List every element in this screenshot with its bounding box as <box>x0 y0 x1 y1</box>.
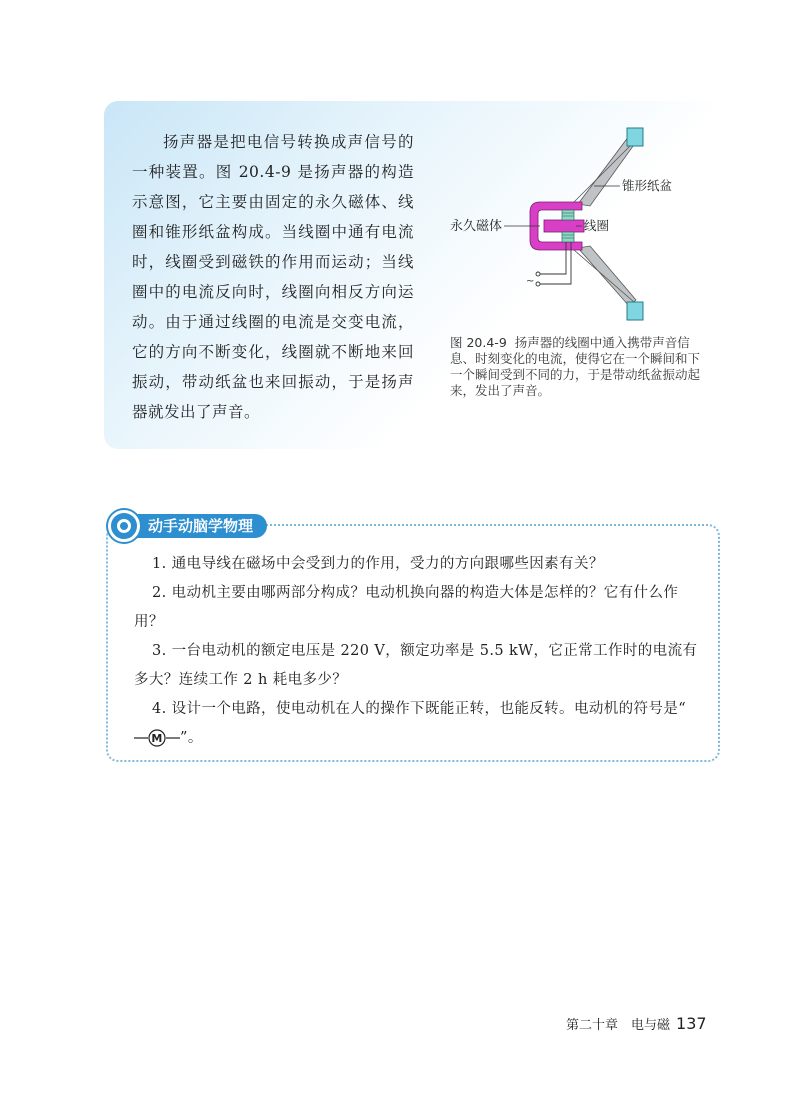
cone-edge-bottom <box>627 302 643 320</box>
label-magnet: 永久磁体 <box>450 219 503 234</box>
page-footer <box>566 1014 707 1033</box>
page-number: 137 <box>676 1014 707 1033</box>
question-2: 2. 电动机主要由哪两部分构成？电动机换向器的构造大体是怎样的？它有什么作用？ <box>134 585 679 630</box>
question-3: 3. 一台电动机的额定电压是 220 V，额定功率是 5.5 kW，它正常工作时的电流有多大？连续工作 2 h 耗电多少？ <box>134 643 698 688</box>
question-4: 4. 设计一个电路，使电动机在人的操作下既能正转，也能反转。电动机的符号是“ M ”。 <box>134 695 708 753</box>
activity-heading <box>108 511 288 541</box>
target-icon <box>108 510 140 542</box>
label-cone: 锥形纸盆 <box>622 178 673 193</box>
svg-text:~: ~ <box>526 276 535 287</box>
figure-number: 图 20.4-9 <box>450 335 507 350</box>
motor-symbol-icon <box>134 728 180 748</box>
motor-symbol-letter: M <box>151 732 163 745</box>
speaker-diagram <box>444 124 684 334</box>
chapter-title: 第二十章 电与磁 <box>566 1018 671 1033</box>
question-1: 1. 通电导线在磁场中会受到力的作用，受力的方向跟哪些因素有关？ <box>152 556 604 572</box>
question-list <box>134 550 708 753</box>
cone-edge-top <box>627 128 643 146</box>
figure-caption <box>450 335 702 399</box>
activity-title: 动手动脑学物理 <box>132 514 267 538</box>
figure-caption-text: 扬声器的线圈中通入携带声音信息、时刻变化的电流，使得它在一个瞬间和下一个瞬间受到不同的力，于是带动纸盆振动起来，发出了声音。 <box>450 335 701 398</box>
label-coil: 线圈 <box>584 218 610 233</box>
speaker-description-paragraph: 扬声器是把电信号转换成声信号的一种装置。图 20.4-9 是扬声器的构造示意图，它主要由固定的永久磁体、线圈和锥形纸盆构成。当线圈中通有电流时，线圈受到磁铁的作用而运动；当线圈中的电流反向时，线圈向相反方向运动。由于通过线圈的电流是交变电流，它的方向不断变化，线圈就不断地来回振动，带动纸盆也来回振动，于是扬声器就发出了声音。 <box>132 133 414 421</box>
